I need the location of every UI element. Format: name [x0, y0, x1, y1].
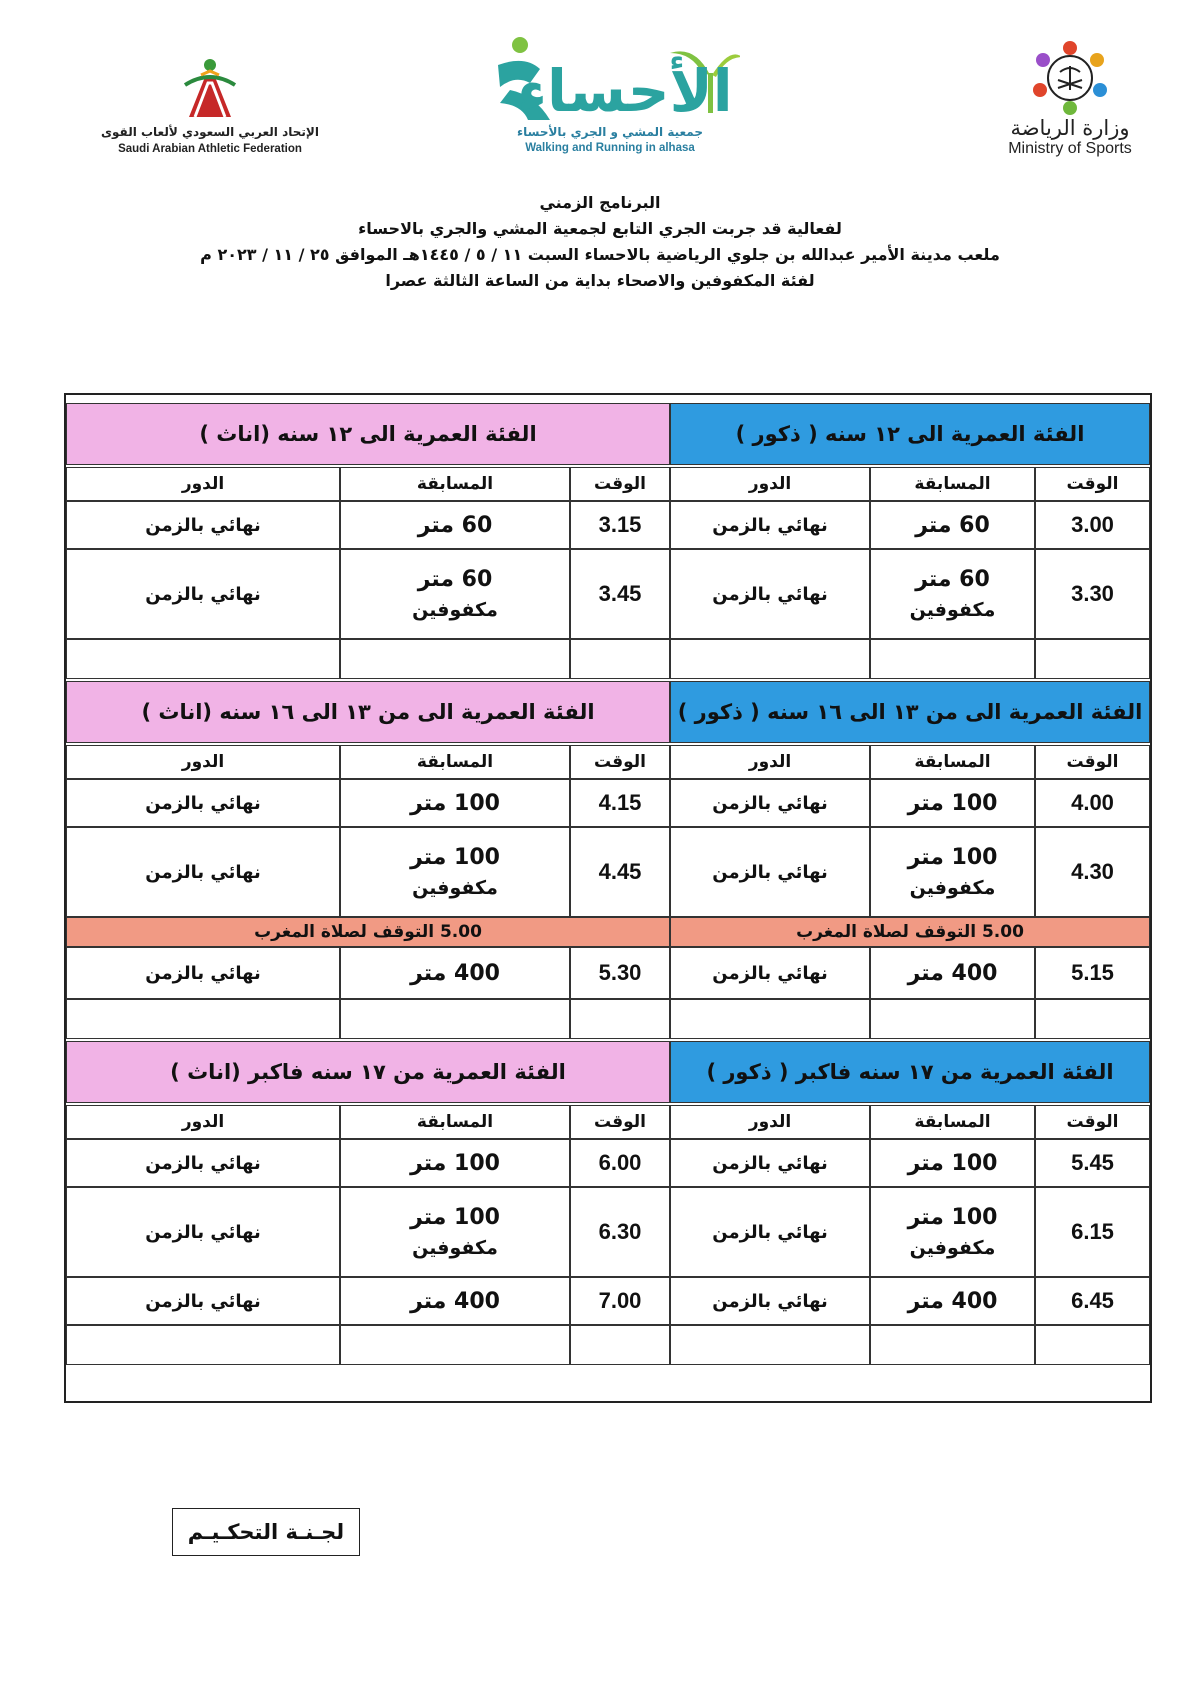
ministry-emblem-icon [1025, 38, 1115, 116]
female-section-title: الفئة العمرية من ١٧ سنه فاكبر (اناث ) [66, 1041, 670, 1103]
female-time-cell: 6.30 [570, 1187, 670, 1277]
male-race-cell [870, 1139, 1035, 1187]
male-section-title: الفئة العمرية الى من ١٣ الى ١٦ سنه ( ذكور ) [670, 681, 1150, 743]
alhasa-logo [460, 35, 760, 154]
female-round-cell: نهائي بالزمن [66, 549, 340, 639]
female-race-cell [340, 1187, 570, 1277]
male-prayer-break: 5.00 التوقف لصلاة المغرب [670, 917, 1150, 947]
race-category: مكفوفين [909, 877, 996, 900]
female-round-cell: نهائي بالزمن [66, 1139, 340, 1187]
race-distance: 100 متر [907, 1150, 998, 1176]
ministry-name-ar: وزارة الرياضة [1010, 116, 1130, 140]
male-round-cell [670, 1325, 870, 1365]
male-race-cell [870, 827, 1035, 917]
male-col-header-time: الوقت [1035, 745, 1150, 779]
race-distance: 100 متر [410, 1150, 500, 1176]
male-round-cell: نهائي بالزمن [670, 549, 870, 639]
female-col-header-race: المسابقة [340, 1105, 570, 1139]
male-round-cell: نهائي بالزمن [670, 1187, 870, 1277]
ministry-logo [970, 38, 1170, 158]
male-time-cell: 6.45 [1035, 1277, 1150, 1325]
male-round-cell: نهائي بالزمن [670, 1139, 870, 1187]
race-category: مكفوفين [412, 1237, 498, 1260]
race-distance: 60 متر [417, 567, 493, 593]
female-race-cell [340, 999, 570, 1039]
federation-emblem-icon [175, 55, 245, 121]
schedule-table [64, 393, 1152, 1403]
female-col-header-time: الوقت [570, 467, 670, 501]
male-race-cell [870, 947, 1035, 999]
female-time-cell: 4.15 [570, 779, 670, 827]
female-col-header-time: الوقت [570, 745, 670, 779]
judging-committee-box: لجـنـة التحكـيـم [172, 1508, 360, 1556]
female-race-cell [340, 639, 570, 679]
male-round-cell: نهائي بالزمن [670, 501, 870, 549]
female-round-cell: نهائي بالزمن [66, 947, 340, 999]
alhasa-name-ar: جمعية المشي و الجري بالأحساء [516, 125, 703, 139]
female-time-cell: 3.45 [570, 549, 670, 639]
female-round-cell [66, 1325, 340, 1365]
male-race-cell [870, 999, 1035, 1039]
male-section-title: الفئة العمرية الى ١٢ سنه ( ذكور ) [670, 403, 1150, 465]
race-distance: 400 متر [907, 1288, 998, 1314]
female-time-cell: 4.45 [570, 827, 670, 917]
alhasa-wordmark: الأحساء [517, 57, 733, 125]
male-time-cell: 3.00 [1035, 501, 1150, 549]
male-race-cell [870, 1187, 1035, 1277]
male-round-cell [670, 999, 870, 1039]
category-line: لفئة المكفوفين والاصحاء بداية من الساعة الثالثة عصرا [385, 271, 815, 290]
male-race-cell [870, 779, 1035, 827]
venue-date-line: ملعب مدينة الأمير عبدالله بن جلوي الرياضية بالاحساء السبت ١١ / ٥ / ١٤٤٥هـ الموافق ٢٥ / ١١ / ٢٠٢٣ م [200, 245, 1000, 264]
female-round-cell: نهائي بالزمن [66, 501, 340, 549]
male-race-cell [870, 639, 1035, 679]
female-section-title: الفئة العمرية الى من ١٣ الى ١٦ سنه (اناث ) [66, 681, 670, 743]
female-col-header-race: المسابقة [340, 745, 570, 779]
female-race-cell [340, 1325, 570, 1365]
race-distance: 100 متر [410, 790, 500, 816]
male-time-cell [1035, 639, 1150, 679]
female-round-cell [66, 639, 340, 679]
race-distance: 100 متر [907, 845, 998, 871]
program-title: البرنامج الزمني [539, 193, 661, 212]
federation-name-en: Saudi Arabian Athletic Federation [118, 143, 302, 155]
alhasa-name-en: Walking and Running in alhasa [525, 142, 695, 154]
female-race-cell [340, 779, 570, 827]
male-time-cell: 5.15 [1035, 947, 1150, 999]
female-race-cell [340, 827, 570, 917]
female-col-header-race: المسابقة [340, 467, 570, 501]
race-distance: 100 متر [907, 790, 998, 816]
male-time-cell: 3.30 [1035, 549, 1150, 639]
female-time-cell [570, 639, 670, 679]
male-time-cell [1035, 1325, 1150, 1365]
male-race-cell [870, 1277, 1035, 1325]
female-time-cell: 3.15 [570, 501, 670, 549]
male-round-cell: نهائي بالزمن [670, 1277, 870, 1325]
race-category: مكفوفين [412, 599, 498, 622]
male-race-cell [870, 501, 1035, 549]
female-time-cell: 5.30 [570, 947, 670, 999]
race-category: مكفوفين [909, 599, 996, 622]
female-race-cell [340, 1139, 570, 1187]
male-round-cell: نهائي بالزمن [670, 827, 870, 917]
male-time-cell: 4.30 [1035, 827, 1150, 917]
female-section-title: الفئة العمرية الى ١٢ سنه (اناث ) [66, 403, 670, 465]
male-col-header-round: الدور [670, 745, 870, 779]
race-category: مكفوفين [909, 1237, 996, 1260]
male-time-cell: 5.45 [1035, 1139, 1150, 1187]
male-col-header-round: الدور [670, 1105, 870, 1139]
male-col-header-time: الوقت [1035, 467, 1150, 501]
female-race-cell [340, 501, 570, 549]
race-distance: 100 متر [410, 845, 500, 871]
race-distance: 100 متر [907, 1205, 998, 1231]
female-time-cell [570, 999, 670, 1039]
female-time-cell [570, 1325, 670, 1365]
runner-palm-icon [480, 35, 740, 125]
female-race-cell [340, 947, 570, 999]
female-round-cell: نهائي بالزمن [66, 779, 340, 827]
female-time-cell: 6.00 [570, 1139, 670, 1187]
race-distance: 400 متر [410, 960, 500, 986]
male-time-cell: 6.15 [1035, 1187, 1150, 1277]
event-line: لفعالية قد جربت الجري التابع لجمعية المشي والجري بالاحساء [358, 219, 842, 238]
race-category: مكفوفين [412, 877, 498, 900]
female-round-cell: نهائي بالزمن [66, 1277, 340, 1325]
male-section-title: الفئة العمرية من ١٧ سنه فاكبر ( ذكور ) [670, 1041, 1150, 1103]
federation-name-ar: الإتحاد العربي السعودي لألعاب القوى [101, 125, 319, 139]
female-prayer-break: 5.00 التوقف لصلاة المغرب [66, 917, 670, 947]
male-col-header-race: المسابقة [870, 745, 1035, 779]
male-col-header-race: المسابقة [870, 467, 1035, 501]
male-time-cell [1035, 999, 1150, 1039]
race-distance: 60 متر [915, 512, 990, 538]
male-race-cell [870, 1325, 1035, 1365]
federation-logo [95, 55, 325, 155]
race-distance: 60 متر [915, 567, 990, 593]
female-col-header-time: الوقت [570, 1105, 670, 1139]
intro-text [150, 190, 1050, 294]
female-round-cell: نهائي بالزمن [66, 827, 340, 917]
female-col-header-round: الدور [66, 1105, 340, 1139]
female-race-cell [340, 1277, 570, 1325]
male-col-header-race: المسابقة [870, 1105, 1035, 1139]
female-race-cell [340, 549, 570, 639]
ministry-name-en: Ministry of Sports [1008, 140, 1132, 157]
male-race-cell [870, 549, 1035, 639]
race-distance: 60 متر [417, 512, 493, 538]
female-col-header-round: الدور [66, 467, 340, 501]
male-round-cell [670, 639, 870, 679]
female-round-cell [66, 999, 340, 1039]
race-distance: 400 متر [410, 1288, 500, 1314]
race-distance: 100 متر [410, 1205, 500, 1231]
male-round-cell: نهائي بالزمن [670, 779, 870, 827]
male-col-header-round: الدور [670, 467, 870, 501]
female-col-header-round: الدور [66, 745, 340, 779]
male-col-header-time: الوقت [1035, 1105, 1150, 1139]
female-round-cell: نهائي بالزمن [66, 1187, 340, 1277]
female-time-cell: 7.00 [570, 1277, 670, 1325]
race-distance: 400 متر [907, 960, 998, 986]
male-round-cell: نهائي بالزمن [670, 947, 870, 999]
male-time-cell: 4.00 [1035, 779, 1150, 827]
